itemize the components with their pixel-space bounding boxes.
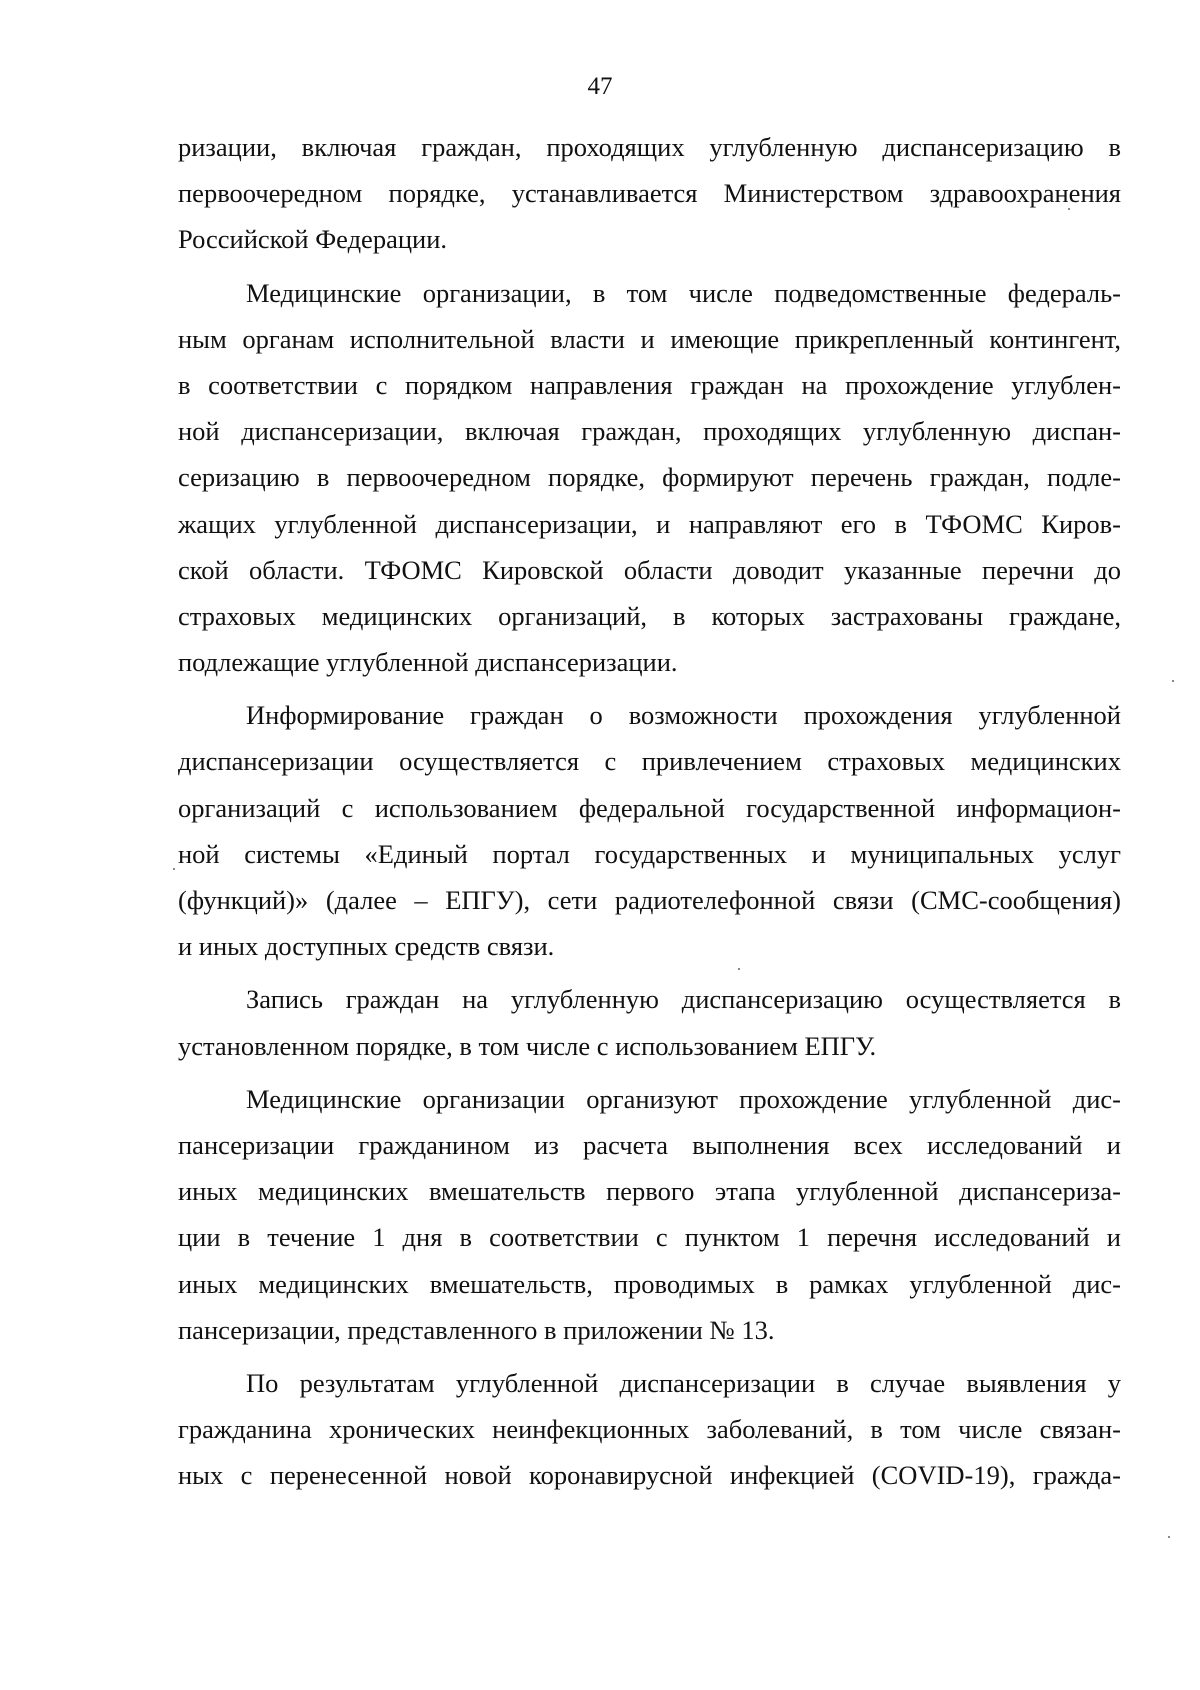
scan-speck [173, 868, 175, 870]
text-line: серизацию в первоочередном порядке, формируют перечень граждан, подле- [178, 462, 1121, 493]
paragraph-2 [178, 270, 1121, 686]
text-line: Российской Федерации. [178, 224, 447, 255]
body-text [178, 124, 1121, 1498]
scan-speck [1168, 1536, 1170, 1538]
paragraph-5 [178, 1076, 1121, 1353]
text-line: (функций)» (далее – ЕПГУ), сети радиотелефонной связи (СМС-сообщения) [178, 885, 1121, 915]
text-line: иных медицинских вмешательств, проводимых в рамках углубленной дис- [178, 1268, 1121, 1299]
text-line: Запись граждан на углубленную диспансеризацию осуществляется в [246, 984, 1121, 1015]
text-line: и иных доступных средств связи. [178, 931, 555, 962]
scan-speck [1068, 208, 1070, 210]
text-line: Информирование граждан о возможности прохождения углубленной [246, 700, 1121, 731]
paragraph-4 [178, 976, 1121, 1068]
text-line: гражданина хронических неинфекционных заболеваний, в том числе связан- [178, 1414, 1121, 1445]
scan-speck [738, 968, 740, 970]
text-line: ным органам исполнительной власти и имеющие прикрепленный контингент, [178, 323, 1121, 354]
text-line: иных медицинских вмешательств первого этапа углубленной диспансериза- [178, 1176, 1121, 1207]
text-line: По результатам углубленной диспансеризации в случае выявления у [246, 1367, 1121, 1398]
text-line: первоочередном порядке, устанавливается Министерством здравоохранения [178, 178, 1121, 209]
text-line: подлежащие углубленной диспансеризации. [178, 647, 678, 678]
text-line: Медицинские организации, в том числе подведомственные федераль- [246, 277, 1121, 308]
text-line: организаций с использованием федеральной государственной информацион- [178, 792, 1121, 823]
text-line: жащих углубленной диспансеризации, и направляют его в ТФОМС Киров- [178, 508, 1121, 539]
text-line: в соответствии с порядком направления граждан на прохождение углублен- [178, 369, 1121, 400]
text-line: ции в течение 1 дня в соответствии с пунктом 1 перечня исследований и [178, 1222, 1121, 1253]
text-line: диспансеризации осуществляется с привлечением страховых медицинских [178, 746, 1121, 777]
text-line: пансеризации, представленного в приложении № 13. [178, 1314, 775, 1345]
text-line: Медицинские организации организуют прохождение углубленной дис- [246, 1083, 1121, 1114]
text-line: ной диспансеризации, включая граждан, проходящих углубленную диспан- [178, 416, 1121, 447]
text-line: ской области. ТФОМС Кировской области доводит указанные перечни до [178, 554, 1121, 585]
page-number: 47 [587, 73, 613, 100]
text-line: страховых медицинских организаций, в которых застрахованы граждане, [178, 600, 1121, 631]
scan-speck [1172, 680, 1174, 682]
text-line: ной системы «Единый портал государственных и муниципальных услуг [178, 838, 1121, 869]
text-line: ризации, включая граждан, проходящих углубленную диспансеризацию в [178, 132, 1121, 162]
paragraph-6 [178, 1360, 1121, 1499]
text-line: установленном порядке, в том числе с использованием ЕПГУ. [178, 1030, 877, 1061]
text-line: ных с перенесенной новой коронавирусной инфекцией (COVID-19), гражда- [178, 1460, 1121, 1491]
text-line: пансеризации гражданином из расчета выполнения всех исследований и [178, 1129, 1121, 1160]
paragraph-1 [178, 124, 1121, 263]
paragraph-3 [178, 692, 1121, 969]
